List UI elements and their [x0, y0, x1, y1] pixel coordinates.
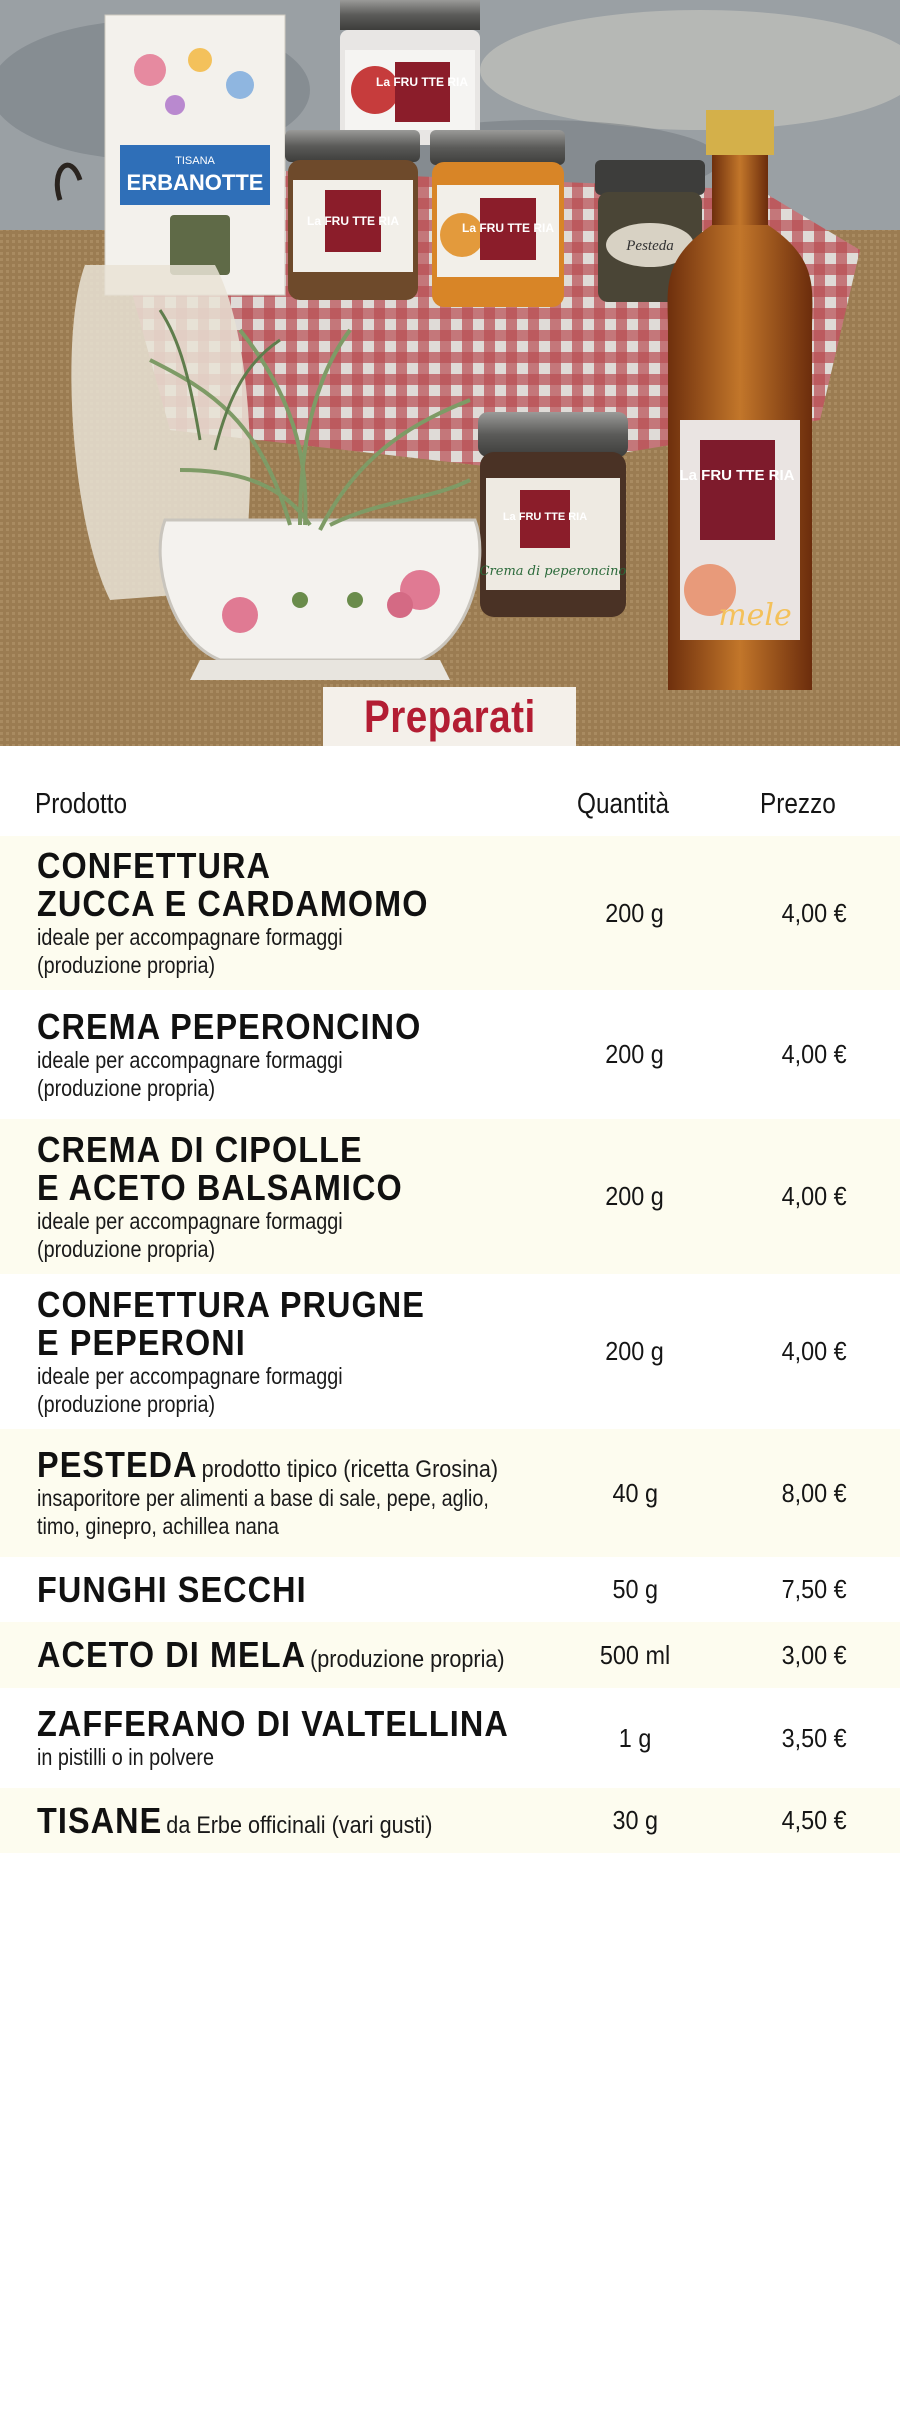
price-value: 4,00 €	[781, 1336, 847, 1366]
product-photo-illustration	[0, 0, 900, 746]
table-row	[0, 1788, 900, 1853]
product-cell	[0, 1128, 560, 1263]
product-name: CREMA DI CIPOLLE	[37, 1128, 363, 1170]
product-name: CREMA PEPERONCINO	[37, 1005, 422, 1047]
quantity-value: 50 g	[612, 1574, 658, 1604]
product-cell	[0, 847, 560, 979]
product-name: PESTEDA	[37, 1444, 198, 1485]
section-title-box	[323, 687, 576, 746]
jar-top	[340, 0, 480, 145]
bottle-script: mele	[718, 598, 792, 633]
product-description: in pistilli o in polvere	[37, 1744, 215, 1770]
product-description: (produzione propria)	[37, 1235, 216, 1262]
svg-text:La FRU TTE RIA: La FRU TTE RIA	[462, 221, 554, 235]
price-value: 4,50 €	[781, 1805, 847, 1835]
product-note: da Erbe officinali (vari gusti)	[166, 1811, 433, 1839]
price-value: 8,00 €	[781, 1477, 847, 1508]
table-row	[0, 1557, 900, 1622]
jar-left	[285, 130, 420, 300]
svg-text:TISANA: TISANA	[175, 155, 215, 167]
header-quantity: Quantità	[577, 788, 670, 820]
price-value: 4,00 €	[781, 1181, 847, 1211]
product-note: (produzione propria)	[310, 1646, 505, 1673]
product-name: CONFETTURA PRUGNE	[37, 1283, 425, 1325]
product-name: CONFETTURA	[37, 845, 271, 886]
table-row	[0, 1688, 900, 1788]
svg-text:La FRU TTE RIA: La FRU TTE RIA	[679, 467, 795, 484]
product-name: E ACETO BALSAMICO	[37, 1166, 403, 1208]
table-row	[0, 836, 900, 990]
product-description: (produzione propria)	[37, 1390, 216, 1417]
price-table	[0, 746, 900, 1853]
quantity-value: 30 g	[612, 1805, 658, 1835]
product-description: ideale per accompagnare formaggi	[37, 1207, 343, 1234]
table-row	[0, 1622, 900, 1688]
svg-text:La FRU TTE RIA: La FRU TTE RIA	[376, 75, 468, 89]
hero-photo	[0, 0, 900, 746]
svg-text:Crema di peperoncino: Crema di peperoncino	[479, 564, 627, 579]
product-cell	[0, 1283, 560, 1418]
product-description: insaporitore per alimenti a base di sale, pepe, aglio,	[37, 1485, 489, 1511]
product-name: ACETO DI MELA	[37, 1634, 307, 1675]
price-value: 3,00 €	[781, 1639, 847, 1670]
quantity-value: 200 g	[605, 897, 665, 928]
product-description: timo, ginepro, achillea nana	[37, 1513, 279, 1539]
product-cell	[0, 1705, 560, 1771]
table-row	[0, 1429, 900, 1557]
quantity-value: 500 ml	[599, 1639, 671, 1670]
product-cell	[0, 1005, 560, 1102]
product-name: FUNGHI SECCHI	[37, 1568, 307, 1610]
jar-crema	[478, 412, 628, 617]
price-value: 4,00 €	[781, 1039, 847, 1069]
product-name: ZAFFERANO DI VALTELLINA	[37, 1703, 509, 1744]
product-name: TISANE	[37, 1799, 163, 1841]
table-row	[0, 1274, 900, 1429]
table-row	[0, 990, 900, 1119]
product-description: ideale per accompagnare formaggi	[37, 1046, 343, 1073]
header-product: Prodotto	[35, 788, 128, 820]
jar-middle	[430, 130, 565, 307]
product-cell	[0, 1446, 560, 1540]
table-header	[0, 746, 900, 836]
box-label: ERBANOTTE	[126, 170, 264, 195]
header-price: Prezzo	[760, 788, 836, 820]
svg-text:La FRU TTE RIA: La FRU TTE RIA	[502, 511, 588, 523]
quantity-value: 200 g	[605, 1336, 665, 1366]
product-description: (produzione propria)	[37, 952, 216, 978]
product-cell	[0, 1636, 560, 1674]
svg-text:Pesteda: Pesteda	[626, 238, 674, 254]
price-value: 3,50 €	[781, 1722, 847, 1753]
product-description: ideale per accompagnare formaggi	[37, 924, 343, 950]
product-description: (produzione propria)	[37, 1074, 216, 1101]
table-row	[0, 1119, 900, 1274]
svg-text:La FRU TTE RIA: La FRU TTE RIA	[307, 214, 399, 228]
price-value: 7,50 €	[781, 1574, 847, 1604]
price-value: 4,00 €	[781, 897, 847, 928]
product-description: ideale per accompagnare formaggi	[37, 1362, 343, 1389]
quantity-value: 200 g	[605, 1181, 665, 1211]
product-cell	[0, 1799, 560, 1841]
quantity-value: 200 g	[605, 1039, 665, 1069]
quantity-value: 1 g	[618, 1722, 652, 1753]
product-name: ZUCCA E CARDAMOMO	[37, 883, 429, 924]
product-cell	[0, 1568, 560, 1610]
tea-box	[105, 15, 285, 295]
quantity-value: 40 g	[612, 1477, 658, 1508]
product-name: E PEPERONI	[37, 1321, 246, 1363]
section-title: Preparati	[363, 690, 536, 742]
product-note: prodotto tipico (ricetta Grosina)	[201, 1456, 499, 1483]
